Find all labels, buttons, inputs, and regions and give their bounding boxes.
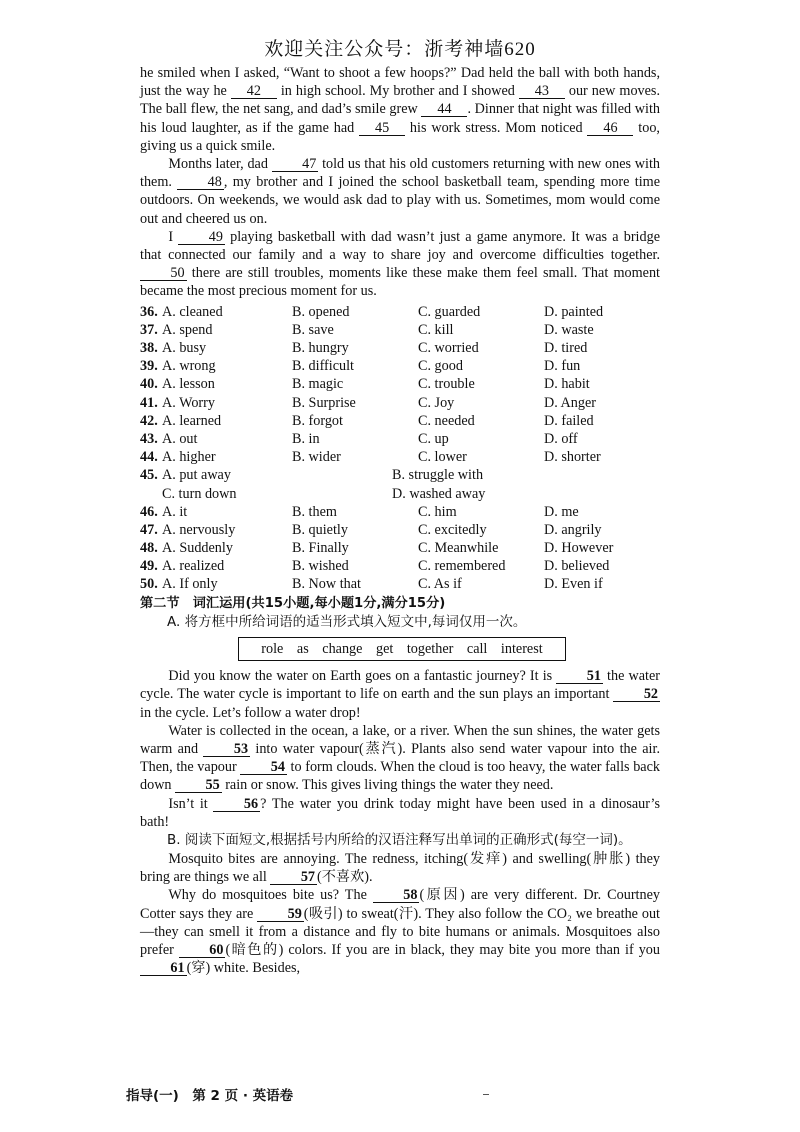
passage-text: , my brother and I joined the school basketball team, spending more time outdoors. On weekends, we would ask dad to play with us. Sometimes, mom would come out and cheered us on. [140,174,660,227]
passage-text: our new moves. The ball flew, the net sang, and dad’s smile grew [140,83,660,118]
part-a-instruction: A. 将方框中所给词语的适当形式填入短文中,每词仅用一次。 [167,613,527,630]
question-number: 36. [140,303,158,320]
option-c: C. trouble [418,376,475,393]
answer-blank-48: 48 [177,175,224,190]
option-row-46 [140,503,660,521]
option-b: B. difficult [292,358,355,375]
passage-text: . Dinner that night was filled with his loud laughter, as if the game had [140,101,660,136]
option-c: C. lower [418,449,467,466]
option-a: A. Worry [162,394,215,411]
answer-blank-55: 55 [175,778,222,793]
option-row-50 [140,575,660,593]
option-b: B. Finally [292,540,349,557]
option-row-45-cont [140,485,660,503]
option-d: D. Even if [544,576,603,593]
answer-blank-61: 61 [140,961,187,976]
option-d: D. painted [544,303,604,320]
option-row-43 [140,430,660,448]
options-table [140,303,660,594]
passage-text: the water cycle. The water cycle is important to life on earth and the sun plays an important [140,668,660,703]
option-b: B. magic [292,376,344,393]
passage-text: in high school. My brother and I showed [276,83,519,100]
passage-text: I [168,228,179,245]
cloze-paragraph-3 [140,228,660,301]
answer-blank-56: 56 [213,797,260,812]
option-c: C. remembered [418,558,506,575]
answer-blank-53: 53 [203,742,250,757]
option-b: B. struggle with [392,467,484,484]
part-a-paragraph-2 [140,722,660,795]
passage-text: his work stress. Mom noticed [405,119,588,136]
option-a: A. spend [162,321,213,338]
option-row-37 [140,321,660,339]
option-a: A. wrong [162,358,216,375]
passage-text: Water is collected in the ocean, a lake, or a river. When the sun shines, the water gets warm and [140,722,660,758]
question-number: 37. [140,321,158,338]
option-b: B. forgot [292,412,343,429]
option-row-39 [140,357,660,375]
option-b: B. them [292,503,337,520]
option-b: B. in [292,430,320,447]
section-2-title: 第二节 词汇运用(共15小题,每小题1分,满分15分) [140,595,446,611]
passage-text: there are still troubles, moments like these make them feel small. That moment became the most precious moment for us. [140,265,660,300]
passage-text: Isn’t it [168,795,214,812]
option-a: A. cleaned [162,303,223,320]
answer-blank-57: 57 [270,870,317,885]
passage-text: into water vapour(蒸汽). Plants also send water vapour into the air. Then, the vapour [140,741,660,776]
passage-text: Why do mosquitoes bite us? The [168,887,373,904]
cloze-paragraph-1 [140,64,660,155]
option-a: A. nervously [162,521,236,538]
option-a: A. busy [162,340,207,357]
option-d: D. me [544,503,579,520]
answer-blank-50: 50 [140,266,187,281]
question-number: 38. [140,340,158,357]
option-d: D. habit [544,376,590,393]
option-row-47 [140,521,660,539]
option-c: C. excitedly [418,521,487,538]
question-number: 40. [140,376,158,393]
option-b: B. quietly [292,521,348,538]
passage-text: (暗色的) colors. If you are in black, they may bite you more than if you [225,942,660,959]
option-c: C. good [418,358,463,375]
option-a: A. it [162,503,188,520]
passage-text: Mosquito bites are annoying. The redness, itching(发痒) and swelling(肿胀) they bring are things we all [140,851,660,886]
passage-text: Months later, dad [168,156,272,173]
option-a: A. Suddenly [162,540,233,557]
question-number: 41. [140,394,158,411]
option-d: D. fun [544,358,581,375]
option-row-38 [140,339,660,357]
answer-blank-47: 47 [272,157,319,172]
answer-blank-54: 54 [240,760,287,775]
option-a: A. learned [162,412,222,429]
passage-text: told us that his old customers returning with new ones with them. [140,156,660,191]
option-b: B. hungry [292,340,349,357]
option-d: D. shorter [544,449,601,466]
part-b-paragraph-2 [140,886,660,977]
passage-text: ? The water you drink today might have been used in a dinosaur’s bath! [140,795,660,830]
option-row-42 [140,412,660,430]
passage-text: (不喜欢). [317,869,373,886]
option-row-41 [140,394,660,412]
option-d: D. However [544,540,614,557]
cloze-paragraph-2 [140,155,660,228]
option-a: A. If only [162,576,218,593]
option-row-44 [140,448,660,466]
option-d: D. believed [544,558,610,575]
question-number: 49. [140,558,158,575]
part-b-paragraph-1 [140,850,660,886]
passage-text: (吸引) to sweat(汗). They also follow the CO₂ we breathe out—they can smell it from a distance and fly to bite humans or animals. Mosquitoes also prefer [140,905,660,959]
passage-text: rain or snow. This gives living things the water they need. [221,777,554,794]
option-c: C. Meanwhile [418,540,499,557]
part-a-paragraph-3 [140,795,660,831]
question-number: 39. [140,358,158,375]
passage-text: (穿) white. Besides, [186,960,301,977]
option-c: C. him [418,503,457,520]
option-row-45 [140,466,660,484]
option-d: D. tired [544,340,588,357]
option-a: A. lesson [162,376,215,393]
option-row-40 [140,375,660,393]
option-a: A. out [162,430,198,447]
option-a: A. higher [162,449,216,466]
option-b: B. wished [292,558,349,575]
option-row-48 [140,539,660,557]
question-number: 42. [140,412,158,429]
passage-text: he smiled when I asked, “Want to shoot a few hoops?” Dad held the ball with both hands, just the way he [140,65,660,100]
answer-blank-49: 49 [178,230,225,245]
answer-blank-44: 44 [421,102,467,117]
passage-text: to form clouds. When the cloud is too heavy, the water falls back down [140,759,660,794]
option-c: C. turn down [162,485,237,502]
answer-blank-52: 52 [613,687,660,702]
option-b: B. Now that [292,576,361,593]
word-box: role as change get together call interest [238,637,566,661]
passage-text: in the cycle. Let’s follow a water drop! [140,704,361,721]
question-number: 48. [140,540,158,557]
answer-blank-59: 59 [257,907,304,922]
option-c: C. As if [418,576,462,593]
option-d: D. washed away [392,485,486,502]
part-b-instruction: B. 阅读下面短文,根据括号内所给的汉语注释写出单词的正确形式(每空一词)。 [167,832,632,849]
option-c: C. up [418,430,449,447]
passage-text: Did you know the water on Earth goes on a fantastic journey? It is [168,668,557,685]
question-number: 44. [140,449,158,466]
question-number: 47. [140,521,158,538]
answer-blank-45: 45 [359,121,405,136]
option-d: D. waste [544,321,594,338]
part-a-paragraph-1 [140,667,660,722]
passage-text: (原因) are very different. Dr. Courtney Cotter says they are [140,887,660,922]
option-b: B. wider [292,449,341,466]
answer-blank-46: 46 [587,121,633,136]
answer-blank-60: 60 [179,943,226,958]
option-b: B. opened [292,303,350,320]
exam-body [140,64,660,978]
option-c: C. Joy [418,394,455,411]
option-c: C. kill [418,321,454,338]
option-row-49 [140,557,660,575]
question-number: 43. [140,430,158,447]
answer-blank-51: 51 [556,669,603,684]
option-d: D. off [544,430,578,447]
answer-blank-58: 58 [373,888,420,903]
question-number: 50. [140,576,158,593]
option-b: B. save [292,321,334,338]
question-number: 46. [140,503,158,520]
option-d: D. angrily [544,521,602,538]
option-a: A. realized [162,558,225,575]
passage-text: too, giving us a quick smile. [140,119,660,154]
option-d: D. Anger [544,394,597,411]
passage-text: playing basketball with dad wasn’t just a game anymore. It was a bridge that connected our family and a way to share joy and overcome difficulties together. [140,228,660,264]
scan-mark [483,1094,489,1095]
answer-blank-43: 43 [519,84,565,99]
option-row-36 [140,303,660,321]
option-c: C. worried [418,340,479,357]
option-d: D. failed [544,412,594,429]
option-a: A. put away [162,467,231,484]
page-header: 欢迎关注公众号：浙考神墙620 [264,39,536,60]
option-b: B. Surprise [292,394,356,411]
option-c: C. guarded [418,303,481,320]
option-c: C. needed [418,412,475,429]
question-number: 45. [140,467,158,484]
page-footer: 指导(一) 第 2 页 · 英语卷 [126,1088,294,1104]
answer-blank-42: 42 [231,84,277,99]
